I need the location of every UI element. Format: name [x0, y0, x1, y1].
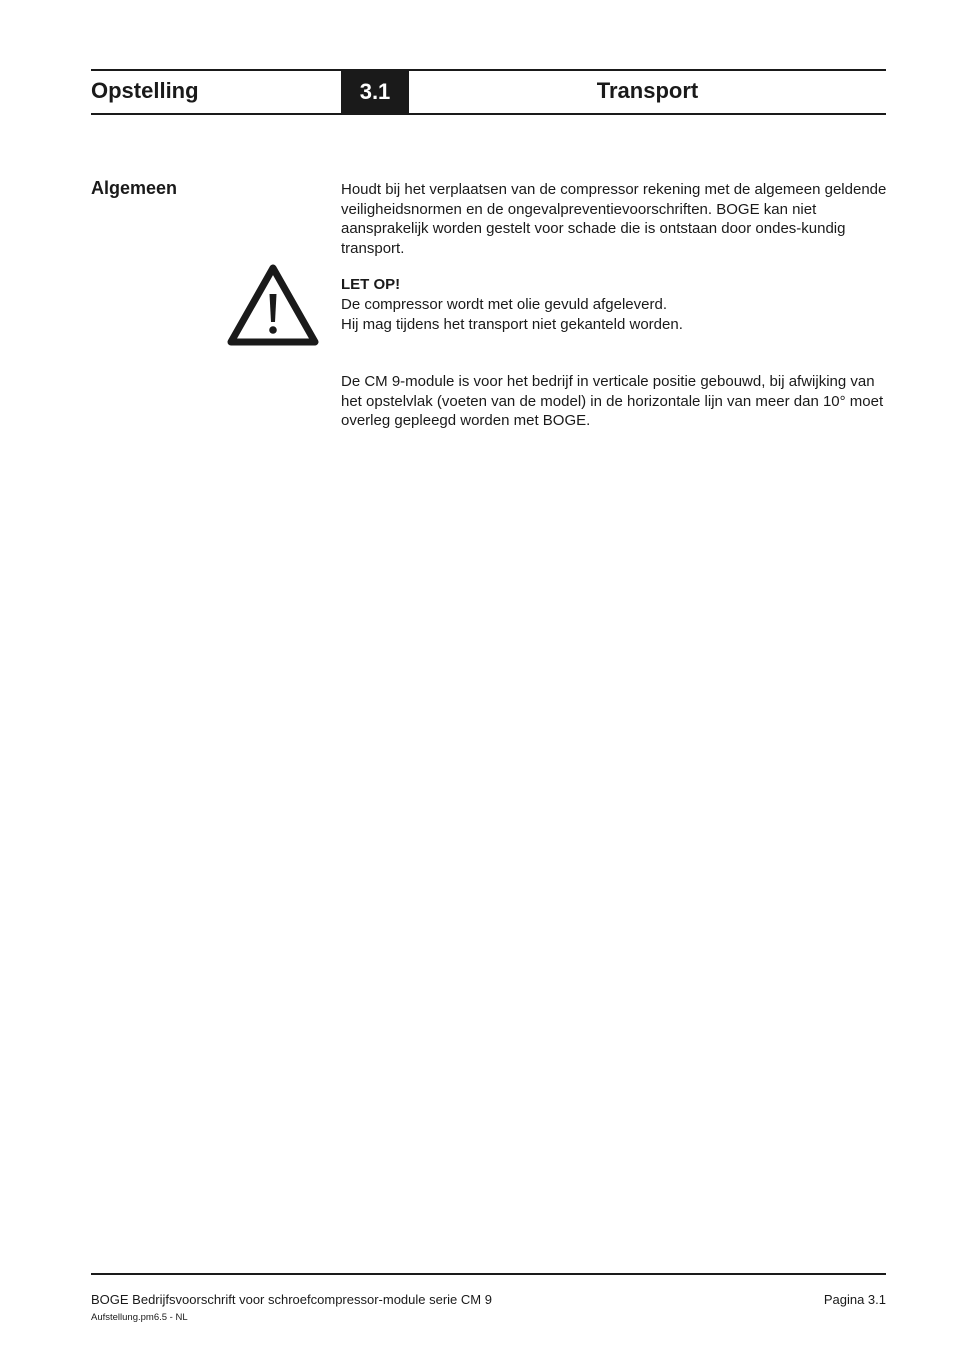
section-number: 3.1 — [359, 79, 391, 104]
intro-paragraph: Houdt bij het verplaatsen van de compressor rekening met de algemeen geldende veiligheidsnormen en de ongevalpreventievoorschriften. BOGE kan niet aansprakelijk worden gestelt voor schade die is ontstaan door ondes-kundig transport. — [341, 181, 887, 257]
chapter-title: Opstelling — [91, 78, 199, 103]
notice-line-1: De compressor wordt met olie gevuld afgeleverd. — [341, 296, 667, 313]
side-heading: Algemeen — [91, 178, 178, 198]
footer-page-label: Pagina 3.1 — [823, 1292, 886, 1307]
notice-line-2: Hij mag tijdens het transport niet gekanteld worden. — [341, 316, 683, 333]
notice-title: LET OP! — [341, 276, 401, 293]
section-number-box — [341, 71, 409, 113]
header-rule-bottom — [91, 113, 886, 115]
section-title: Transport — [596, 78, 699, 103]
footer-doc-title: BOGE Bedrijfsvoorschrift voor schroefcompressor-module serie CM 9 — [91, 1292, 492, 1307]
header-rule-top — [91, 69, 886, 71]
orientation-paragraph: De CM 9-module is voor het bedrijf in verticale positie gebouwd, bij afwijking van het opstelvlak (voeten van de model) in de horizontale lijn van meer dan 10° moet overleg gepleegd worden met BOGE. — [341, 373, 884, 429]
warning-triangle-icon — [227, 264, 319, 346]
footer-file-ref: Aufstellung.pm6.5 - NL — [91, 1312, 188, 1323]
footer-rule — [91, 1273, 886, 1275]
